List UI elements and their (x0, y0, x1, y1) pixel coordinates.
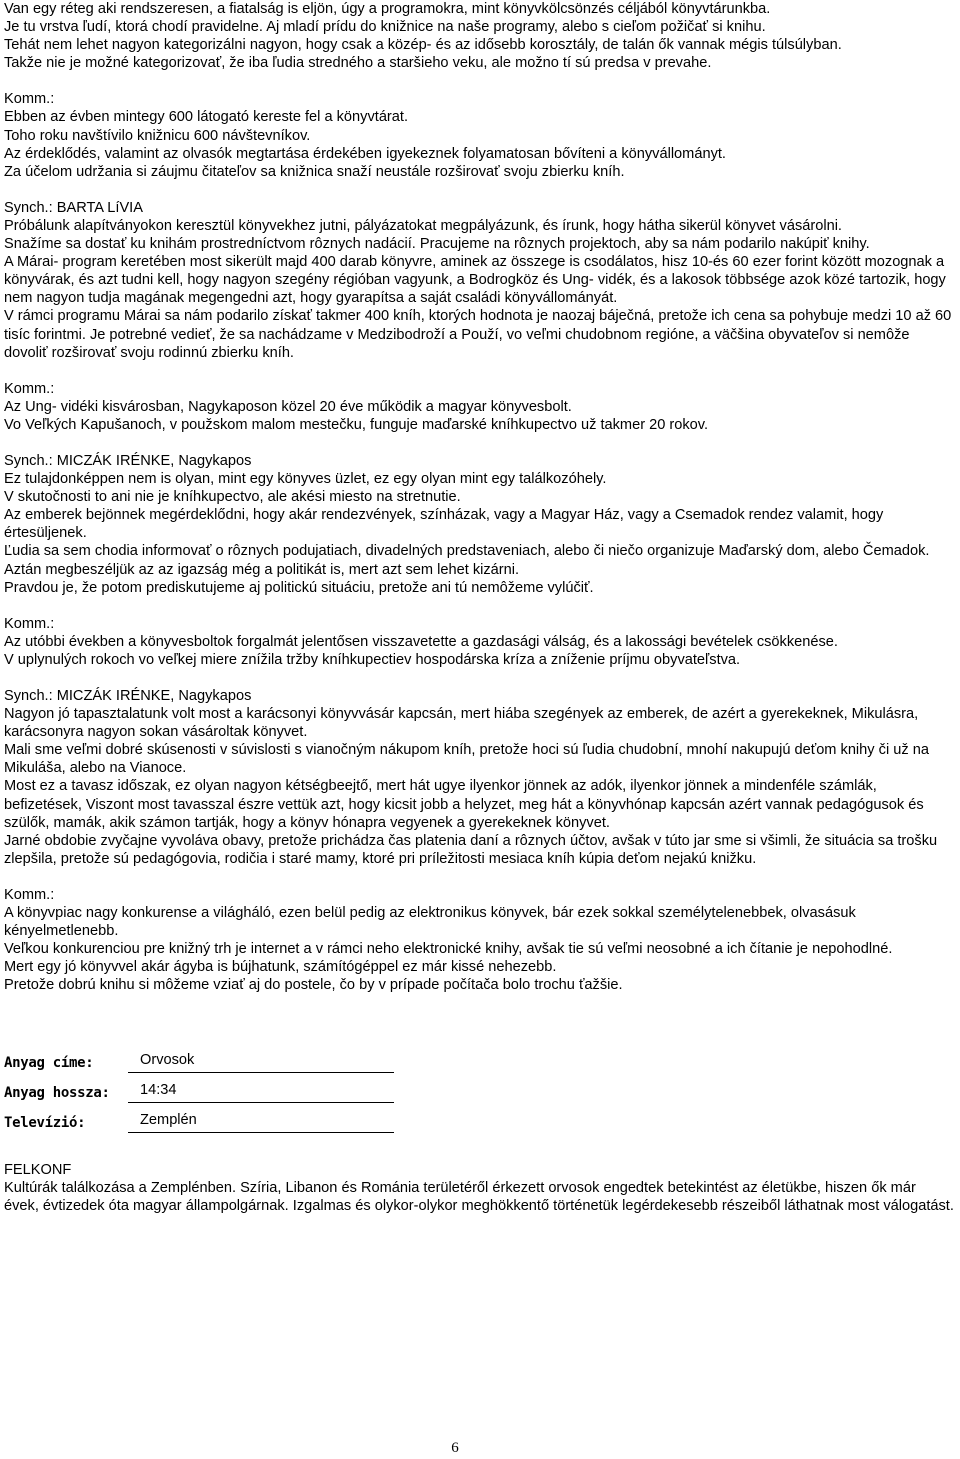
transcript-line: Az érdeklődés, valamint az olvasók megtartása érdekében igyekeznek folyamatosan bővíteni a könyvállományt. (4, 145, 726, 162)
television-value: Zemplén (128, 1111, 394, 1132)
television-label: Televízió: (4, 1115, 86, 1132)
transcript-line: Je tu vrstva ľudí, ktorá chodí pravidelne. Aj mladí prídu do knižnice na naše programy, alebo s cieľom požičať si knihu. (4, 19, 766, 36)
transcript-paragraph (4, 0, 954, 72)
transcript-paragraph (4, 199, 954, 362)
paragraph-gap (4, 72, 954, 90)
transcript-line: Pretože dobrú knihu si môžeme vziať aj do postele, čo by v prípade počítača bolo trochu ťažšie. (4, 977, 623, 994)
transcript-line: A Márai- program keretében most sikerült majd 400 darab könyvre, aminek az összege is csodálatos, hisz 10-és 60 ezer forint között mozognak a könyvárak, és azt tudni kell, hogy nagyon szegény régióban vagyunk, a Bodrogköz és Ung- vidék, és a lakosok többsége azok közé tartozik, hogy nem nagyon tudja magának megengedni azt, hogy gyarapítsa a saját családi könyvállományát. (4, 254, 946, 307)
transcript-line: Most ez a tavasz időszak, ez olyan nagyon kétségbeejtő, mert hát ugye ilyenkor jönnek az adók, ilyenkor jönnek a mindenféle számlák, befizetések, Viszont most tavasszal észre vettük azt, hogy kicsit jobb a helyzet, meg hát a könyvhónap kapcsán azért vannak pedagógusok és szülők, mamák, akik számon tartják, hogy a könyv hónapra vegyenek a gyerekeknek könyvet. (4, 778, 924, 831)
transcript-line: V rámci programu Márai sa nám podarilo získať takmer 400 kníh, ktorých hodnota je naozaj báječná, pretože ich cena sa pohybuje medzi 10 až 60 tisíc forintmi. Je potrebné vedieť, že sa nachádzame v Medzibodroží a Použí, vo veľmi chudobnom regióne, a väčšina obyvateľov si nemôže dovoliť rozširovať svoju rodinnú zbierku kníh. (4, 308, 952, 361)
transcript-line: Za účelom udržania si záujmu čitateľov sa knižnica snaží neustále rozširovať svoju zbierku kníh. (4, 163, 625, 180)
page-number: 6 (451, 1440, 459, 1456)
transcript-paragraph (4, 886, 954, 995)
material-title-label: Anyag címe: (4, 1055, 94, 1072)
felkonf-section (4, 1161, 954, 1215)
transcript-line: Toho roku navštívilo knižnicu 600 návštevníkov. (4, 127, 311, 144)
paragraph-gap (4, 434, 954, 452)
speaker-label: Synch.: BARTA LíVIA (4, 199, 143, 216)
paragraph-gap (4, 362, 954, 380)
felkonf-text: Kultúrák találkozása a Zemplénben. Szíria, Libanon és Románia területéről érkezett orvosok engedtek betekintést az életükbe, hiszen ők már évek, évtizedek óta magyar állampolgárnak. Izgalmas és olykor-olykor meghökkentő történetük legérdekesebb részeiből láthatnak most válogatást. (4, 1179, 954, 1214)
transcript-line: Vo Veľkých Kapušanoch, v použskom malom mestečku, funguje maďarské kníhkupectvo už takmer 20 rokov. (4, 416, 709, 433)
transcript-line: Van egy réteg aki rendszeresen, a fiatalság is eljön, úgy a programokra, mint könyvkölcsönzés céljából könyvtárunkba. (4, 1, 771, 17)
transcript-paragraph (4, 90, 954, 180)
paragraph-gap (4, 597, 954, 615)
transcript-line: Az Ung- vidéki kisvárosban, Nagykaposon közel 20 éve működik a magyar könyvesbolt. (4, 398, 572, 415)
speaker-label: Synch.: MICZÁK IRÉNKE, Nagykapos (4, 452, 252, 469)
transcript-line: Tehát nem lehet nagyon kategorizálni nagyon, hogy csak a közép- és az idősebb korosztály, de talán ők vannak mégis túlsúlyban. (4, 37, 842, 54)
transcript-line: Mali sme veľmi dobré skúsenosti v súvislosti s vianočným nákupom kníh, pretože hoci sú ľudia chudobní, mnohí nakupujú deťom knihy či už na Mikuláša, alebo na Vianoce. (4, 742, 929, 777)
material-length-label: Anyag hossza: (4, 1085, 110, 1102)
transcript-line: Veľkou konkurenciou pre knižný trh je internet a v rámci neho elektronické knihy, avšak tie sú veľmi neosobné a ich čítanie je nepohodlné. (4, 941, 893, 958)
transcript-line: Jarné obdobie zvyčajne vyvoláva obavy, pretože prichádza čas platenia daní a rôznych účtov, avšak v túto jar sme si všimli, že situácia sa trošku zlepšila, pretože sú pedagógovia, rodičia i staré mamy, ktoré pri príležitosti mesiaca kníh kúpia deťom nejakú knižku. (4, 832, 938, 867)
transcript-line: Nagyon jó tapasztalatunk volt most a karácsonyi könyvvásár kapcsán, mert hiába szegények az emberek, de azért a gyerekeknek, Mikulásra, karácsonyra nagyon sokan vásároltak könyvet. (4, 706, 919, 741)
material-title-row (4, 1043, 954, 1073)
speaker-label: Komm.: (4, 615, 55, 632)
document-page (4, 0, 954, 1215)
transcript-paragraph (4, 452, 954, 597)
paragraph-gap (4, 181, 954, 199)
transcript-line: Az emberek bejönnek megérdeklődni, hogy akár rendezvények, színházak, vagy a Magyar Ház, vagy a Csemadok rendez valamit, hogy értesüljenek. (4, 507, 884, 542)
transcript-line: Ľudia sa sem chodia informovať o rôznych podujatiach, divadelných predstaveniach, alebo či niečo organizuje Maďarský dom, alebo Čemadok. (4, 543, 930, 560)
material-length-row (4, 1073, 954, 1103)
transcript-line: Pravdou je, že potom prediskutujeme aj politickú situáciu, pretože ani tú nemôžeme vylúčiť. (4, 579, 594, 596)
material-info (4, 1043, 954, 1133)
material-title-value: Orvosok (128, 1051, 394, 1072)
transcript-line: A könyvpiac nagy konkurense a világháló, ezen belül pedig az elektronikus könyvek, bár ezek sokkal személytelenebbek, olvasásuk kényelmetlenebb. (4, 905, 856, 940)
transcript-paragraph (4, 380, 954, 434)
transcript-line: Ebben az évben mintegy 600 látogató kereste fel a könyvtárat. (4, 109, 409, 126)
felkonf-heading: FELKONF (4, 1161, 72, 1178)
transcript-line: V uplynulých rokoch vo veľkej miere znížila tržby kníhkupectiev hospodárska kríza a zníženie príjmu obyvateľstva. (4, 651, 741, 668)
transcript-paragraph (4, 615, 954, 669)
transcript-line: Ez tulajdonképpen nem is olyan, mint egy könyves üzlet, ez egy olyan mint egy találkozóhely. (4, 471, 607, 488)
transcript-line: V skutočnosti to ani nie je kníhkupectvo, ale akési miesto na stretnutie. (4, 489, 461, 506)
speaker-label: Synch.: MICZÁK IRÉNKE, Nagykapos (4, 688, 252, 704)
material-length-value: 14:34 (128, 1081, 394, 1102)
transcript-line: Próbálunk alapítványokon keresztül könyvekhez jutni, pályázatokat megpályázunk, és írunk, hogy hátha sikerül könyvet vásárolni. (4, 217, 842, 234)
television-row (4, 1103, 954, 1133)
paragraph-gap (4, 868, 954, 886)
transcript-line: Az utóbbi években a könyvesboltok forgalmát jelentősen visszavetette a gazdasági válság, és a lakossági bevételek csökkenése. (4, 633, 838, 650)
transcript-paragraph (4, 687, 954, 868)
transcript-line: Mert egy jó könyvvel akár ágyba is bújhatunk, számítógéppel ez már kissé nehezebb. (4, 959, 557, 976)
paragraph-gap (4, 669, 954, 687)
transcript-line: Aztán megbeszéljük az az igazság még a politikát is, mert azt sem lehet kizárni. (4, 561, 520, 578)
transcript-line: Takže nie je možné kategorizovať, že iba ľudia stredného a staršieho veku, ale možno tí sú predsa v prevahe. (4, 55, 712, 72)
speaker-label: Komm.: (4, 886, 55, 903)
transcript-line: Snažíme sa dostať ku knihám prostredníctvom rôznych nadácií. Pracujeme na rôznych projektoch, aby sa nám podarilo nakúpiť knihy. (4, 236, 870, 253)
speaker-label: Komm.: (4, 380, 55, 397)
transcript-body (4, 0, 954, 995)
speaker-label: Komm.: (4, 91, 55, 108)
